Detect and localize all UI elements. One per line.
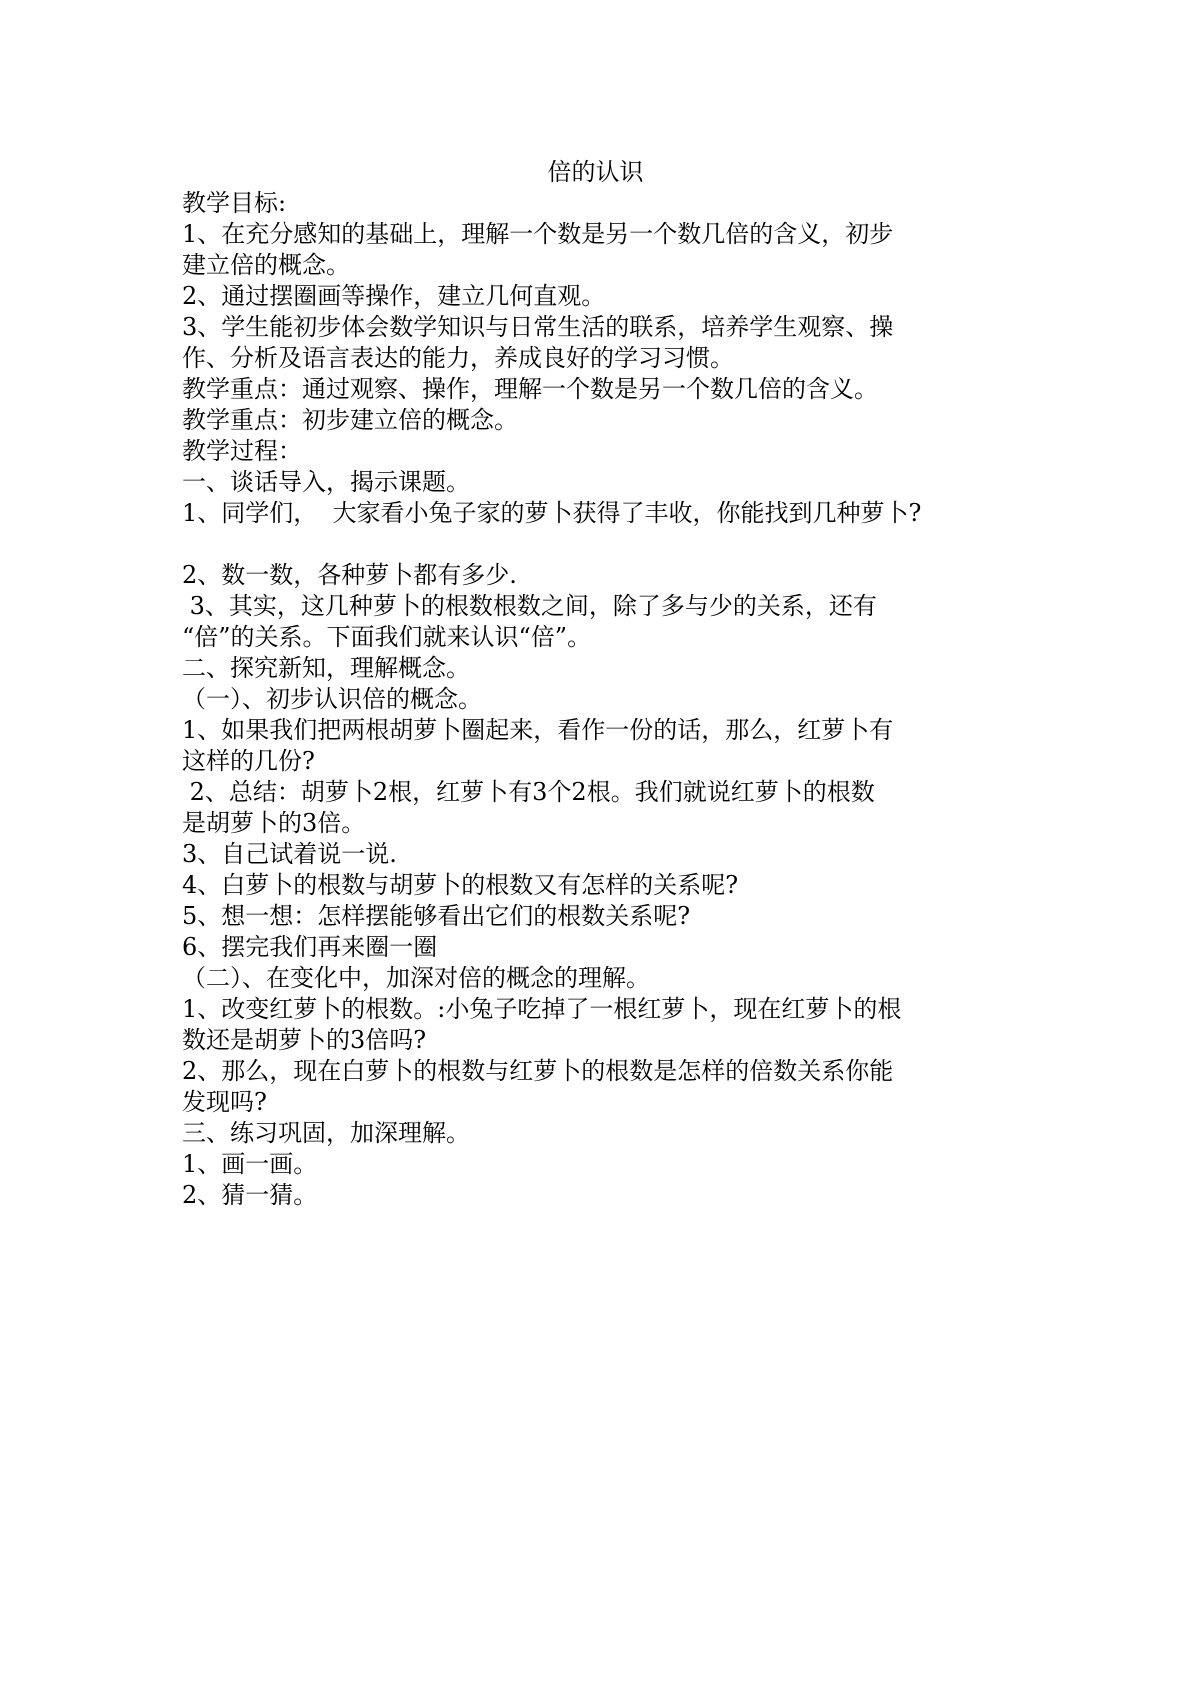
part-2-heading: 二、探究新知，理解概念。	[182, 654, 470, 682]
blank-line	[182, 529, 1042, 560]
section-heading-objectives: 教学目标:	[182, 189, 287, 217]
part-2-sub-1-step-4: 4、白萝卜的根数与胡萝卜的根数又有怎样的关系呢?	[182, 871, 739, 899]
document-title: 倍的认识	[547, 158, 644, 186]
part-1-step-3-line-1: 3、其实，这几种萝卜的根数根数之间，除了多与少的关系，还有	[182, 592, 877, 620]
part-2-sub-2-step-2-line-1: 2、那么，现在白萝卜的根数与红萝卜的根数是怎样的倍数关系你能	[182, 1057, 894, 1085]
objective-2: 2、通过摆圈画等操作，建立几何直观。	[182, 282, 606, 310]
part-1-heading: 一、谈话导入，揭示课题。	[182, 468, 470, 496]
part-2-sub-1-step-2-line-2: 是胡萝卜的3倍。	[182, 809, 366, 837]
section-heading-process: 教学过程：	[182, 437, 302, 465]
part-1-step-3-line-2: “倍”的关系。下面我们就来认识“倍”。	[182, 623, 592, 651]
part-2-sub-1-heading: （一）、初步认识倍的概念。	[182, 685, 482, 713]
document-body	[182, 188, 1042, 1211]
part-2-sub-2-step-2-line-2: 发现吗?	[182, 1088, 267, 1116]
key-point-2: 教学重点：初步建立倍的概念。	[182, 406, 518, 434]
part-2-sub-2-heading: （二）、在变化中，加深对倍的概念的理解。	[182, 964, 650, 992]
part-3-step-2: 2、猜一猜。	[182, 1181, 318, 1209]
part-2-sub-1-step-1-line-1: 1、如果我们把两根胡萝卜圈起来，看作一份的话，那么，红萝卜有	[182, 716, 894, 744]
part-2-sub-1-step-6: 6、摆完我们再来圈一圈	[182, 933, 438, 961]
part-3-step-1: 1、画一画。	[182, 1150, 318, 1178]
part-2-sub-2-step-1-line-2: 数还是胡萝卜的3倍吗?	[182, 1026, 427, 1054]
objective-3-line-2: 作、分析及语言表达的能力，养成良好的学习习惯。	[182, 344, 734, 372]
part-2-sub-2-step-1-line-1: 1、改变红萝卜的根数。:小兔子吃掉了一根红萝卜，现在红萝卜的根	[182, 995, 902, 1023]
objective-3-line-1: 3、学生能初步体会数学知识与日常生活的联系，培养学生观察、操	[182, 313, 894, 341]
key-point-1: 教学重点：通过观察、操作，理解一个数是另一个数几倍的含义。	[182, 375, 878, 403]
objective-1-line-2: 建立倍的概念。	[182, 251, 350, 279]
part-1-step-1: 1、同学们， 大家看小兔子家的萝卜获得了丰收，你能找到几种萝卜?	[182, 499, 922, 527]
part-2-sub-1-step-2-line-1: 2、总结：胡萝卜2根，红萝卜有3个2根。我们就说红萝卜的根数	[182, 778, 875, 806]
part-1-step-2: 2、数一数，各种萝卜都有多少.	[182, 561, 517, 589]
part-2-sub-1-step-1-line-2: 这样的几份?	[182, 747, 315, 775]
part-2-sub-1-step-5: 5、想一想：怎样摆能够看出它们的根数关系呢?	[182, 902, 691, 930]
part-2-sub-1-step-3: 3、自己试着说一说.	[182, 840, 397, 868]
objective-1-line-1: 1、在充分感知的基础上，理解一个数是另一个数几倍的含义，初步	[182, 220, 894, 248]
part-3-heading: 三、练习巩固，加深理解。	[182, 1119, 470, 1147]
